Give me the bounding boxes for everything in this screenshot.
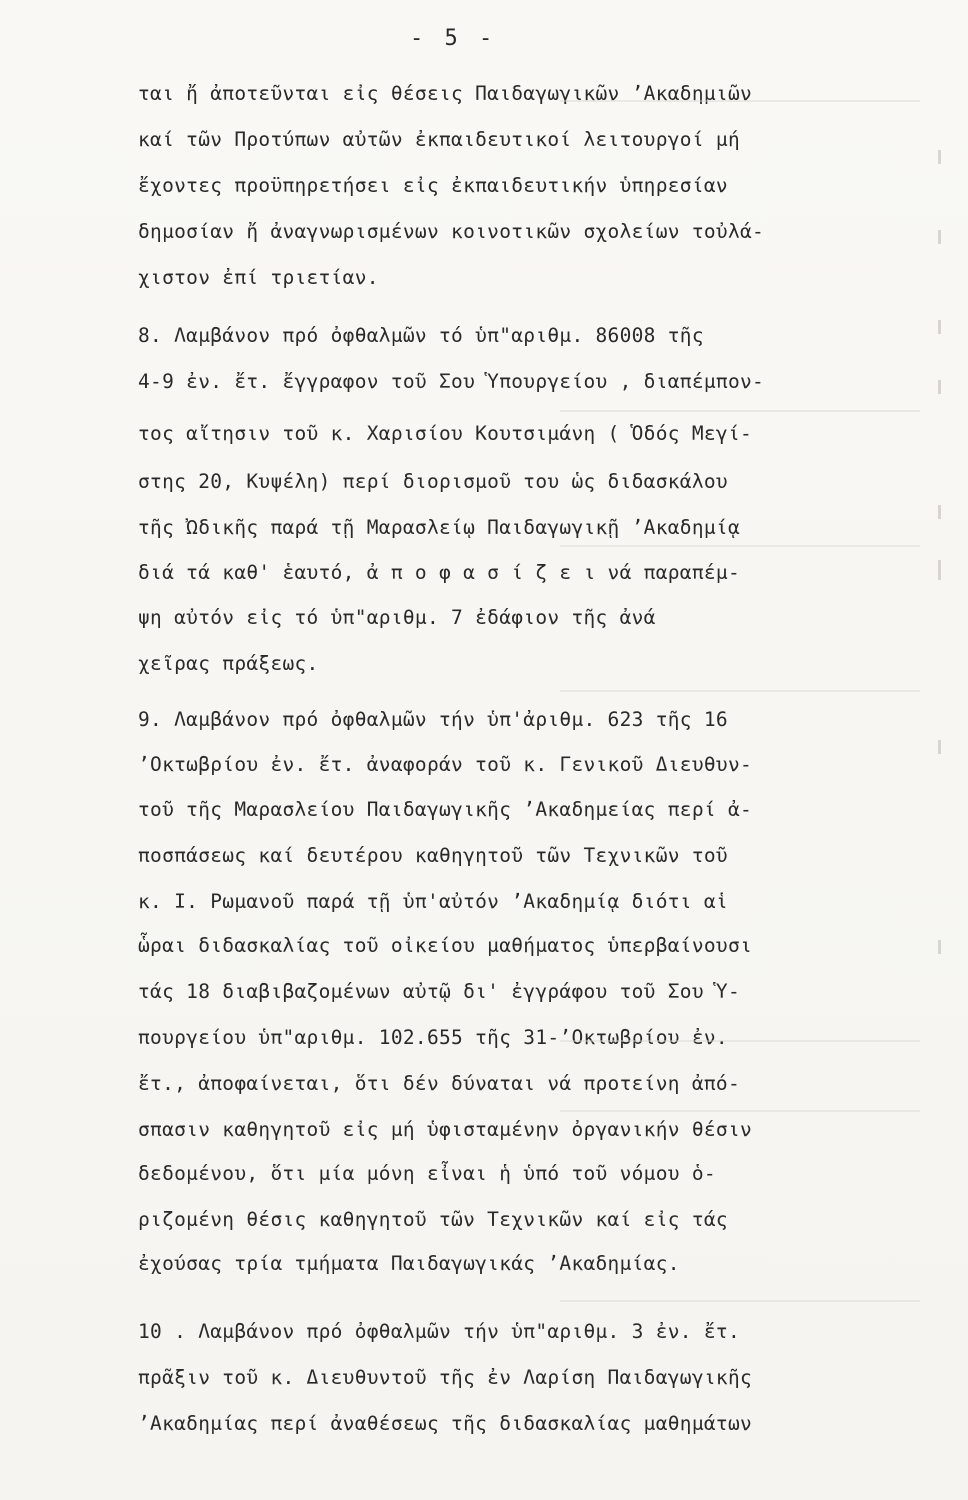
page-number: - 5 -	[410, 26, 497, 51]
text-line: σπασιν καθηγητοῦ εἰς μή ὑφισταμένην ὀργανικήν θέσιν	[138, 1118, 753, 1141]
text-line: τῆς Ὠδικῆς παρά τῇ Μαρασλείῳ Παιδαγωγικῇ ʼΑκαδημίᾳ	[138, 516, 740, 539]
bleed-through	[560, 690, 920, 692]
margin-mark	[938, 505, 941, 519]
text-line: ἔχοντες προϋπηρετήσει εἰς ἐκπαιδευτικήν ὑπηρεσίαν	[138, 174, 728, 197]
text-line: ποσπάσεως καί δευτέρου καθηγητοῦ τῶν Τεχνικῶν τοῦ	[138, 844, 728, 867]
bleed-through	[560, 545, 920, 547]
text-line: καί τῶν Προτύπων αὐτῶν ἐκπαιδευτικοί λειτουργοί μή	[138, 128, 740, 151]
bleed-through	[560, 1110, 920, 1112]
text-line: ψη αὐτόν εἰς τό ὑπ"αριθμ. 7 ἐδάφιον τῆς ἀνά	[138, 606, 656, 629]
text-line: ἐχούσας τρία τμήματα Παιδαγωγικάς ʼΑκαδημίας.	[138, 1252, 680, 1275]
text-line: δημοσίαν ἤ ἀναγνωρισμένων κοινοτικῶν σχολείων τοὐλά-	[138, 220, 765, 243]
text-line: κ. Ι. Ρωμανοῦ παρά τῇ ὑπ'αὐτόν ʼΑκαδημίᾳ διότι αἱ	[138, 890, 728, 913]
text-line: τάς 18 διαβιβαζομένων αὐτῷ δι' ἐγγράφου τοῦ Σου Ὑ-	[138, 980, 740, 1003]
text-line: 9. Λαμβάνον πρό ὀφθαλμῶν τήν ὑπ'ἀριθμ. 623 τῆς 16	[138, 708, 728, 731]
text-line: στης 20, Κυψέλη) περί διορισμοῦ του ὡς διδασκάλου	[138, 470, 728, 493]
text-line: ʼΟκτωβρίου ἐν. ἔτ. ἀναφοράν τοῦ κ. Γενικοῦ Διευθυν-	[138, 753, 753, 776]
bleed-through	[560, 1300, 920, 1302]
margin-mark	[938, 560, 941, 580]
margin-mark	[938, 740, 941, 754]
text-line: τοῦ τῆς Μαρασλείου Παιδαγωγικῆς ʼΑκαδημείας περί ἀ-	[138, 798, 753, 821]
text-line: πρᾶξιν τοῦ κ. Διευθυντοῦ τῆς ἐν Λαρίση Παιδαγωγικῆς	[138, 1366, 753, 1389]
bleed-through	[560, 410, 920, 412]
margin-mark	[938, 380, 941, 394]
text-line: πουργείου ὑπ"αριθμ. 102.655 τῆς 31-ʼΟκτωβρίου ἐν.	[138, 1026, 728, 1049]
text-line: διά τά καθ' ἑαυτό, ἀ π ο φ α σ ί ζ ε ι νά παραπέμ-	[138, 561, 740, 584]
text-line: 10 . Λαμβάνον πρό ὀφθαλμῶν τήν ὑπ"αριθμ. 3 ἐν. ἔτ.	[138, 1320, 740, 1343]
margin-mark	[938, 940, 941, 954]
text-line: χιστον ἐπί τριετίαν.	[138, 266, 379, 289]
text-line: ʼΑκαδημίας περί ἀναθέσεως τῆς διδασκαλίας μαθημάτων	[138, 1412, 753, 1435]
text-line: ται ἤ ἀποτεῦνται εἰς θέσεις Παιδαγωγικῶν ʼΑκαδημιῶν	[138, 82, 753, 105]
text-line: 8. Λαμβάνον πρό ὀφθαλμῶν τό ὑπ"αριθμ. 86008 τῆς	[138, 324, 704, 347]
bleed-through	[560, 1040, 920, 1042]
text-line: ριζομένη θέσις καθηγητοῦ τῶν Τεχνικῶν καί εἰς τάς	[138, 1208, 728, 1231]
bleed-through	[560, 100, 920, 102]
text-line: χεῖρας πράξεως.	[138, 652, 319, 675]
text-line: τος αἴτησιν τοῦ κ. Χαρισίου Κουτσιμάνη ( Ὁδός Μεγί-	[138, 422, 753, 445]
text-line: δεδομένου, ὅτι μία μόνη εἶναι ἡ ὑπό τοῦ νόμου ὁ-	[138, 1162, 716, 1185]
text-line: 4-9 ἐν. ἔτ. ἔγγραφον τοῦ Σου Ὑπουργείου , διαπέμπον-	[138, 370, 765, 393]
text-line: ὧραι διδασκαλίας τοῦ οἰκείου μαθήματος ὑπερβαίνουσι	[138, 934, 753, 957]
text-line: ἔτ., ἀποφαίνεται, ὅτι δέν δύναται νά προτείνη ἀπό-	[138, 1072, 740, 1095]
margin-mark	[938, 320, 941, 334]
margin-mark	[938, 230, 941, 244]
margin-mark	[938, 150, 941, 164]
